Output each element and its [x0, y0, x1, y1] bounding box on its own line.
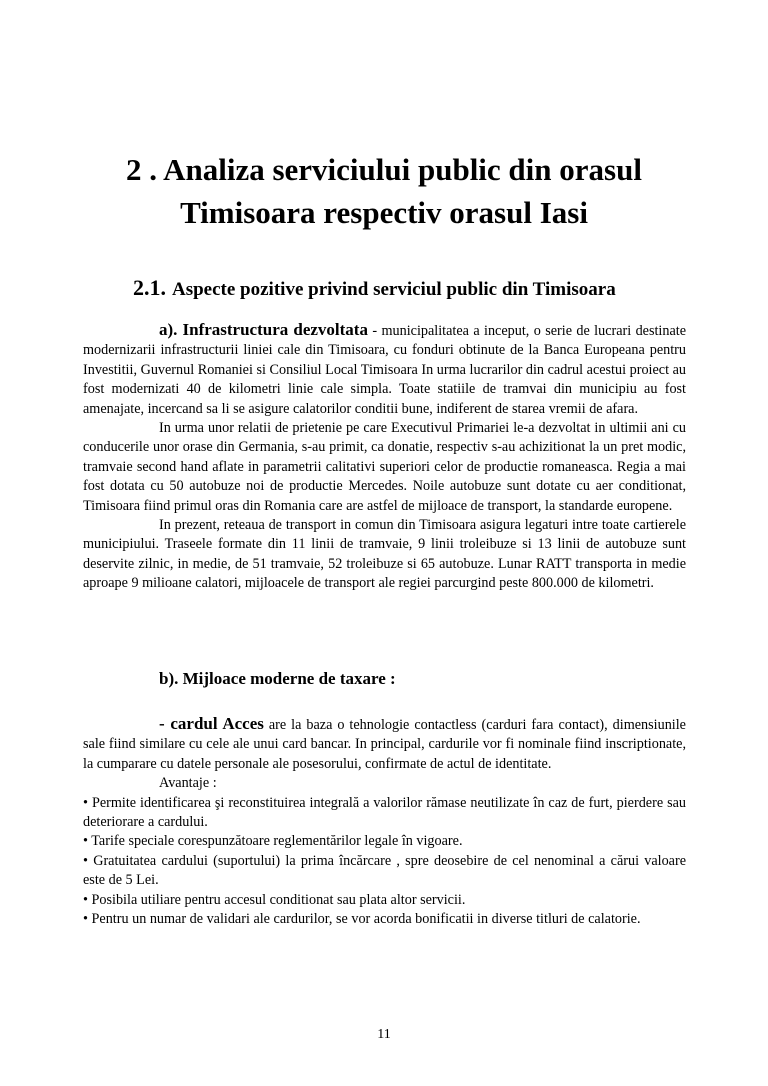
part-b-heading: b). Mijloace moderne de taxare : — [159, 669, 396, 688]
advantage-item: • Tarife speciale corespunzătoare reglementărilor legale în vigoare. — [83, 833, 463, 850]
part-a-heading: a). Infrastructura dezvoltata — [159, 320, 368, 339]
card-label: - cardul Acces — [159, 714, 264, 733]
section-number: 2.1. — [133, 275, 166, 300]
advantage-item: • Posibila utiliare pentru accesul conditionat sau plata altor servicii. — [83, 891, 466, 908]
chapter-title-line2: Timisoara respectiv orasul Iasi — [180, 195, 588, 230]
chapter-title-line1: 2 . Analiza serviciului public din orasul — [126, 152, 642, 187]
advantage-item: • Permite identificarea şi reconstituirea integrală a valorilor rămase neutilizate în caz de furt, pierdere sau deteriorare a cardului. — [83, 794, 686, 831]
card-text: are la baza o tehnologie contactless (carduri fara contact), dimensiunile sale fiind similare cu cele ale unui card bancar. In principal, cardurile vor fi nominale fiind inscriptionate, la cumparare cu datele personale ale posesorului, confirmate de actul de identitate. — [83, 717, 686, 772]
card-paragraph — [83, 714, 686, 774]
advantage-item: • Gratuitatea cardului (suportului) la prima încărcare , spre deosebire de cel nenominal a cărui valoare este de 5 Lei. — [83, 852, 686, 889]
part-a-block — [83, 320, 686, 594]
page-number: 11 — [377, 1027, 391, 1042]
advantages-label: Avantaje : — [159, 775, 217, 792]
part-a-intro: - municipalitatea a inceput, o serie de lucrari destinate modernizarii infrastructurii liniei cale din Timisoara, cu fonduri obtinute de la Banca Europeana pentru Investitii, Guvernul Romaniei si Consiliul Local Timisoara In urma lucrarilor din cadrul acestui proiect au fost modernizati 40 de kilometri linie cale simpla. Toate statiile de tramvai din municipiu au fost amenajate, incercand sa li se asigure calatorilor conditii bune, indiferent de starea vremii de afara. — [83, 323, 687, 417]
part-b-heading-block — [83, 669, 686, 690]
part-b-block — [83, 714, 686, 929]
chapter-title — [60, 148, 708, 234]
part-a-paragraph1 — [83, 320, 686, 419]
advantage-item: • Pentru un numar de validari ale cardurilor, se vor acorda bonificatii in diverse titluri de calatorie. — [83, 911, 641, 928]
part-a-paragraph2: In urma unor relatii de prietenie pe care Executivul Primariei le-a dezvoltat in ultimii ani cu conducerile unor orase din Germania, s-au primit, ca donatie, respectiv s-au achizitionat la un pret modic, tramvaie second hand aflate in parametrii calitativi superiori celor de productie romaneasca. Regia a mai fost dotata cu 50 autobuze noi de productie Mercedes. Noile autobuze sunt dotate cu aer conditionat, Timisoara fiind primul oras din Romania care are astfel de mijloace de transport, la standarde europene. — [83, 420, 686, 514]
section-title: Aspecte pozitive privind serviciul public din Timisoara — [172, 279, 616, 300]
section-heading — [133, 276, 733, 302]
part-a-paragraph3: In prezent, reteaua de transport in comun din Timisoara asigura legaturi intre toate cartierele municipiului. Traseele formate din 11 linii de tramvaie, 9 linii troleibuze si 13 linii de autobuze sunt deservite zilnic, in medie, de 51 tramvaie, 52 troleibuze si 65 autobuze. Lunar RATT transporta in medie aproape 9 milioane calatori, mijloacele de transport ale regiei parcurgind peste 800.000 de kilometri. — [83, 517, 686, 592]
